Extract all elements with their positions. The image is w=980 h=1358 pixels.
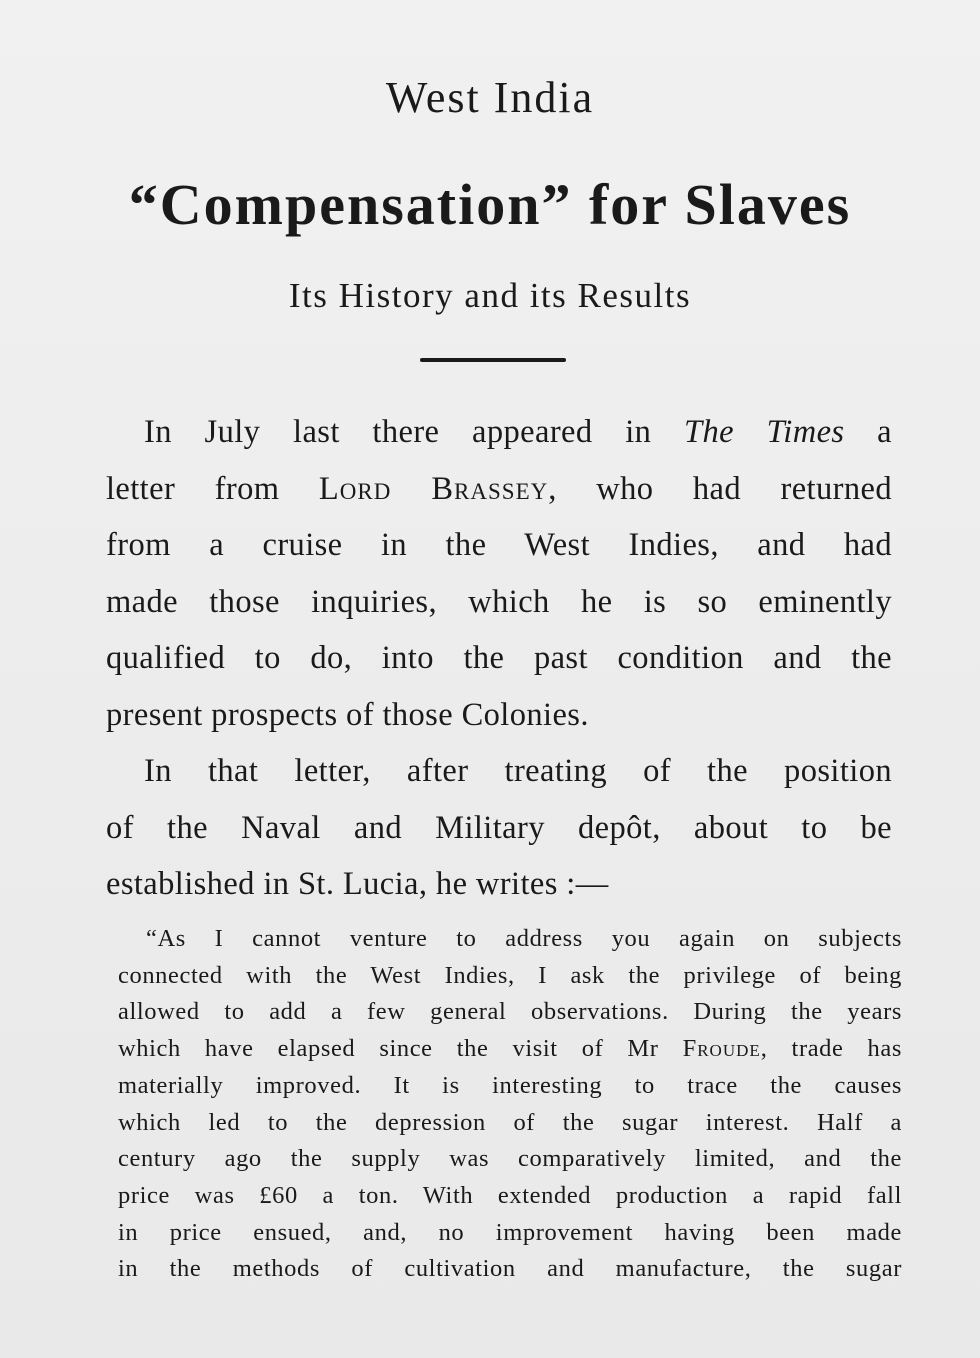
quote-line: in the methods of cultivation and manufacture, the sugar xyxy=(118,1255,902,1283)
quote-line: price was £60 a ton. With extended production a rapid fall xyxy=(118,1181,902,1209)
quote-line: century ago the supply was comparatively limited, and the xyxy=(118,1145,902,1173)
title-divider xyxy=(420,358,566,362)
quote-line: which led to the depression of the sugar interest. Half a xyxy=(118,1108,902,1136)
text-run: which have elapsed since the visit of Mr xyxy=(118,1035,683,1063)
quoted-letter xyxy=(118,921,902,1288)
text-run: letter from xyxy=(106,470,319,507)
quote-line: in price ensued, and, no improvement having been made xyxy=(118,1218,902,1246)
body-line xyxy=(106,461,892,518)
body-line: present prospects of those Colonies. xyxy=(106,696,589,733)
newspaper-title: The Times xyxy=(683,414,845,450)
body-line: established in St. Lucia, he writes :— xyxy=(106,866,609,902)
body-line: of the Naval and Military depôt, about to be xyxy=(106,809,892,846)
page-subtitle: Its History and its Results xyxy=(288,276,692,315)
quote-line xyxy=(118,1031,902,1068)
body-text xyxy=(106,404,892,913)
text-run: a xyxy=(844,414,892,450)
person-name: Lord Brassey xyxy=(318,470,549,507)
body-line: from a cruise in the West Indies, and had xyxy=(106,527,892,563)
text-run: , trade has xyxy=(760,1035,903,1063)
quote-line: connected with the West Indies, I ask the privilege of being xyxy=(118,961,902,989)
quote-line: “As I cannot venture to address you again on subjects xyxy=(146,925,902,952)
body-line: made those inquiries, which he is so eminently xyxy=(106,583,892,620)
quote-line: materially improved. It is interesting to trace the causes xyxy=(118,1071,902,1099)
quote-line: allowed to add a few general observations. During the years xyxy=(118,998,902,1026)
section-kicker: West India xyxy=(385,73,595,122)
body-line: qualified to do, into the past condition and the xyxy=(106,640,892,676)
body-line: In that letter, after treating of the position xyxy=(144,753,892,789)
text-run: In July last there appeared in xyxy=(144,414,684,450)
text-run: , who had returned xyxy=(548,470,892,507)
body-line xyxy=(106,404,892,461)
person-name: Froude xyxy=(682,1035,761,1063)
page-title: “Compensation” for Slaves xyxy=(128,172,852,237)
